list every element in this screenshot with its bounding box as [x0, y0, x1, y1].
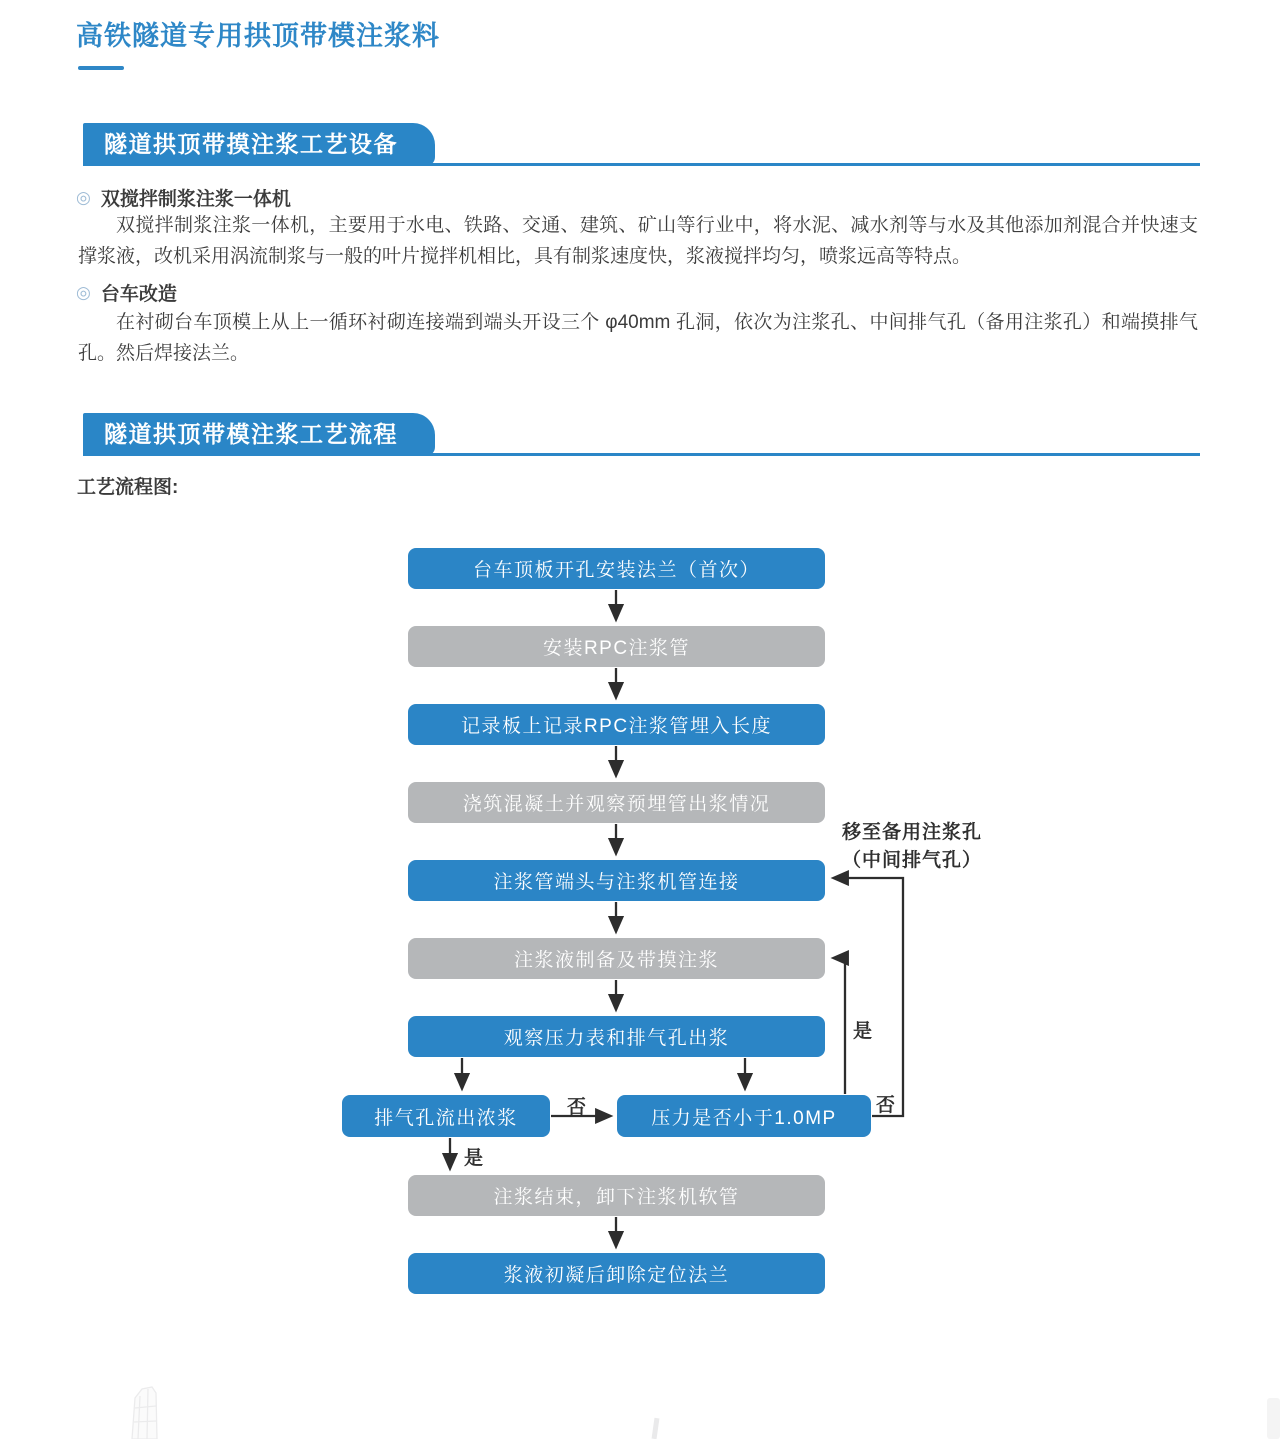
double-circle-bullet-icon: ◎ — [76, 282, 91, 302]
paragraph-trolley: 在衬砌台车顶模上从上一循环衬砌连接端到端头开设三个 φ40mm 孔洞，依次为注浆孔、中间排气孔（备用注浆孔）和端摸排气孔。然后焊接法兰。 — [78, 312, 1198, 364]
flow-node-pour-concrete: 浇筑混凝土并观察预埋管出浆情况 — [408, 782, 825, 823]
bullet-item-mixer-title: 双搅拌制浆注浆一体机 — [100, 189, 291, 210]
flow-node-prepare-grout: 注浆液制备及带摸注浆 — [408, 938, 825, 979]
flow-node-vent-thick-slurry: 排气孔流出浓浆 — [342, 1095, 550, 1137]
paragraph-mixer: 双搅拌制浆注浆一体机，主要用于水电、铁路、交通、建筑、矿山等行业中，将水泥、减水剂等与水及其他添加剂混合并快速支撑浆液，改机采用涡流制浆与一般的叶片搅拌机相比，具有制浆速度快，浆液搅拌均匀，喷浆远高等特点。 — [78, 215, 1198, 267]
bullet-item-mixer — [76, 184, 291, 211]
flowchart-caption: 工艺流程图: — [77, 477, 179, 498]
page-artifact — [1267, 1398, 1280, 1439]
section-header-process — [83, 413, 435, 456]
edge-label-yes-to-finish: 是 — [464, 1148, 485, 1169]
double-circle-bullet-icon: ◎ — [76, 187, 91, 207]
flow-node-install-flange: 台车顶板开孔安装法兰（首次） — [408, 548, 825, 589]
bullet-item-trolley — [76, 279, 177, 306]
section-header-process-label: 隧道拱顶带模注浆工艺流程 — [104, 421, 398, 447]
flow-node-connect-pipe: 注浆管端头与注浆机管连接 — [408, 860, 825, 901]
edge-label-pressure-no: 否 — [876, 1095, 897, 1116]
section-header-equipment-label: 隧道拱顶带摸注浆工艺设备 — [104, 131, 398, 157]
annotation-backup-hole-line2: （中间排气孔） — [841, 850, 982, 871]
flow-node-install-rpc-pipe: 安装RPC注浆管 — [408, 626, 825, 667]
flow-node-observe-pressure: 观察压力表和排气孔出浆 — [408, 1016, 825, 1057]
section-header-equipment — [83, 123, 435, 166]
page-artifact — [652, 1418, 660, 1439]
flow-node-record-length: 记录板上记录RPC注浆管埋入长度 — [408, 704, 825, 745]
page-title: 高铁隧道专用拱顶带模注浆料 — [76, 21, 440, 51]
bullet-item-trolley-title: 台车改造 — [100, 284, 177, 305]
edge-label-no-to-pressure: 否 — [566, 1097, 587, 1118]
edge-label-pressure-yes: 是 — [853, 1021, 874, 1042]
flow-node-pressure-check: 压力是否小于1.0MP — [617, 1095, 871, 1137]
flow-node-grouting-finish: 注浆结束，卸下注浆机软管 — [408, 1175, 825, 1216]
annotation-backup-hole-line1: 移至备用注浆孔 — [841, 822, 982, 843]
flow-node-remove-flange: 浆液初凝后卸除定位法兰 — [408, 1253, 825, 1294]
title-underline — [78, 66, 124, 70]
building-watermark — [120, 1384, 190, 1439]
